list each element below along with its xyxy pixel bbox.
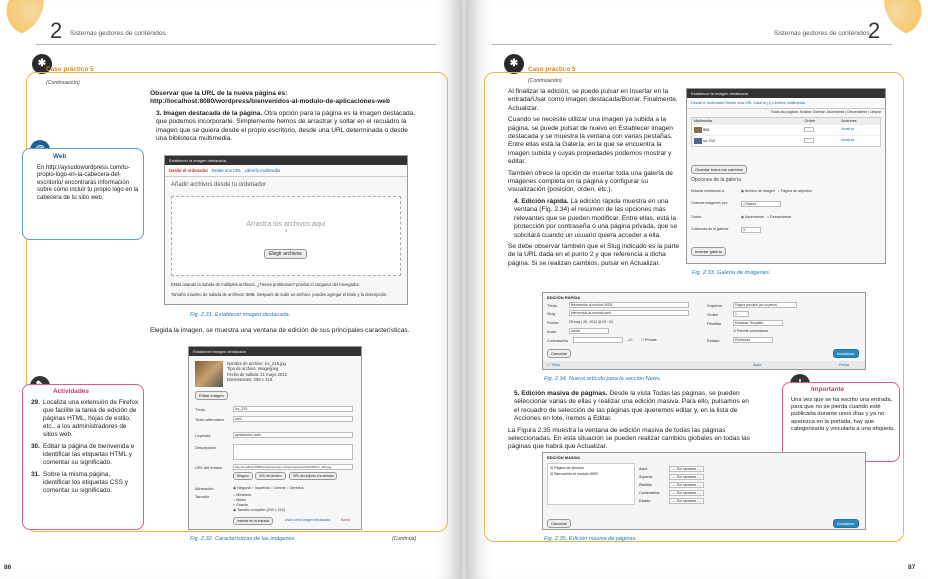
- important-sidebox: [782, 382, 900, 462]
- qe-date-label: Fecha: [547, 320, 559, 325]
- figure-2-31-caption: Fig. 2.31. Establecer imagen destacada.: [190, 312, 291, 318]
- web-title: Web: [53, 153, 67, 160]
- insert-gallery-button[interactable]: Insertar galería: [691, 247, 726, 256]
- qe-password-input[interactable]: [573, 337, 623, 343]
- activity-number: 29.: [31, 399, 40, 406]
- qe-order-label: Orden: [707, 312, 719, 317]
- qe-date-input[interactable]: 05-may | 26 , 2012 @ 09 : 03: [569, 320, 613, 324]
- activity-item: [31, 399, 139, 439]
- media-table: [691, 117, 881, 147]
- activity-item: [31, 471, 139, 495]
- bulk-update-button[interactable]: Actualizar: [833, 519, 859, 528]
- order-options[interactable]: ◉ Ascendente ○ Descendente: [741, 215, 792, 219]
- figure-2-33-screenshot: [686, 88, 886, 264]
- right-page: [466, 0, 928, 579]
- col-media: Multimedia: [694, 119, 713, 123]
- bulk-field-select[interactable]: — Sin cambios —: [669, 482, 704, 488]
- qe-order-input[interactable]: 1: [733, 311, 749, 317]
- header-rule: [492, 44, 892, 45]
- columns-label: Columnas de la galería:: [691, 227, 729, 231]
- qe-slug-label: Slug: [547, 311, 556, 316]
- title-input[interactable]: icc_215: [233, 406, 353, 412]
- important-text: Una vez que se ha escrito una entrada, para que no se pierda cuando esté publicada durante unos días y ya no aparezca en la portada, hay que categorizarla y vincularla a una etiqueta.: [791, 397, 895, 432]
- activity-item: [31, 443, 139, 467]
- insert-into-post-button[interactable]: Insertar en la entrada: [233, 517, 273, 525]
- bulk-fields: [639, 465, 759, 505]
- bulk-field-label: Comentarios: [639, 491, 660, 495]
- web-text: En http://aysudowordpress.com/tu-propio-logo-en-la-cabecera-del-escritorio/ encontrarás información sobre cómo incluir tu propio logo en la cabecera de tu sitio web.: [37, 165, 139, 201]
- description-label: Descripción: [195, 445, 216, 450]
- align-options[interactable]: ◉ Ninguna ○ Izquierda ○ Centrar ○ Derecha: [233, 486, 304, 490]
- qe-template-select[interactable]: Estándar Template: [733, 320, 783, 326]
- drop-or: o: [284, 228, 288, 234]
- order-by-select[interactable]: ¿Galería: [741, 201, 781, 207]
- item4-title: Edición rápida.: [521, 197, 569, 205]
- list-item[interactable]: ☒ Bienvenido al módulo WEB: [550, 472, 598, 476]
- right-column-text: [508, 88, 680, 271]
- qe-password-label: Contraseña: [547, 338, 568, 343]
- item3-title: Imagen destacada de la página.: [163, 109, 263, 117]
- upload-date: Fecha de subida: 21 mayo 2012: [227, 371, 287, 377]
- col-actions: Acciones: [841, 119, 857, 123]
- dialog-title: Establecer imagen destacada: [189, 347, 361, 356]
- tab-url[interactable]: Desde una URL: [211, 168, 242, 173]
- multiupload-note: Estás usando la subida de múltiples archivos. ¿Tienes problemas? prueba el cargador del navegador.: [171, 282, 360, 287]
- qe-allow-comments[interactable]: ☑ Permitir comentarios: [733, 329, 769, 333]
- delete-link[interactable]: Borrar: [341, 518, 351, 522]
- order-label: Orden:: [691, 215, 702, 219]
- figure-2-34-caption: Fig. 2.34. Nueva artículo para la sección News.: [544, 376, 662, 382]
- item5-title: Edición masiva de páginas.: [521, 390, 608, 397]
- col-order: Orden: [804, 119, 815, 123]
- qe-author-select[interactable]: admin: [569, 328, 609, 334]
- bulk-field-select[interactable]: — Sin cambios —: [669, 498, 704, 504]
- bulk-field-label: Autor: [639, 467, 648, 471]
- drop-text: Arrastra los archivos aquí: [246, 221, 326, 228]
- alt-label: Texto alternativo: [195, 417, 225, 422]
- item3-number: 3.: [156, 109, 162, 117]
- bulk-field-select[interactable]: — Sin cambios —: [669, 490, 704, 496]
- file-type: Tipo de archivo: image/jpeg: [227, 366, 279, 372]
- chapter-number: 2: [868, 18, 881, 43]
- bulk-field-label: Superior: [639, 475, 653, 479]
- quick-edit-title: EDICIÓN RÁPIDA: [547, 295, 581, 300]
- dialog-title: Establecer la imagen destacada: [687, 89, 885, 98]
- description-input[interactable]: [233, 444, 353, 460]
- decorative-swirl: [0, 0, 44, 36]
- title-label: Título: [195, 407, 206, 412]
- image-thumbnail: [195, 361, 223, 387]
- url-input[interactable]: http://localhost:8080/wordpress/wp-content/uploads/2012/05/icc_215.jpg: [233, 464, 353, 470]
- para-5: La Figura 2.35 muestra la ventana de edición masiva de todas las páginas seleccionadas. En esta situación se pueden realizar cambios globales en todas las páginas que habrá que Actualizar.: [508, 426, 750, 451]
- case-continuation: (Continuación): [528, 78, 562, 84]
- case-study-icon: ✱: [32, 54, 52, 74]
- size-label: Tamaño: [195, 494, 210, 499]
- figure-2-33-caption: Fig. 2.33. Galería de imágenes.: [692, 270, 771, 276]
- qe-template-label: Plantilla: [707, 321, 722, 326]
- file-info: [227, 361, 287, 383]
- bulk-field-label: Plantilla: [639, 483, 652, 487]
- figure-2-32-screenshot: [188, 346, 362, 530]
- chapter-title: Sistemas gestores de contenidos: [774, 30, 870, 37]
- activity-number: 30.: [31, 443, 40, 450]
- page-number: 87: [908, 564, 916, 571]
- activities-sidebox: [22, 384, 144, 530]
- upload-tabs: [165, 165, 407, 177]
- list-item[interactable]: ☒ Página de ejemplo: [550, 466, 585, 470]
- qe-private-checkbox[interactable]: ☐ Privada: [641, 338, 657, 342]
- tab-computer[interactable]: Desde el ordenador: [169, 168, 209, 173]
- chapter-number: 2: [50, 18, 63, 43]
- web-sidebox: [22, 148, 144, 240]
- qe-title-label: Título: [547, 303, 558, 308]
- size-options[interactable]: ○ Miniatura ○ Medio ○ Grande ◉ Tamaño completo (209 × 215): [233, 493, 285, 512]
- file-name: Nombre de archivo: icc_215.jpg: [227, 361, 286, 366]
- qe-footer: ☐ Título Autor Fecha: [543, 361, 866, 370]
- columns-select[interactable]: 3: [741, 227, 761, 233]
- upload-heading: Añadir archivos desde tu ordenador: [171, 182, 267, 188]
- bulk-field-row: [639, 489, 759, 497]
- page-number: 86: [4, 564, 12, 571]
- qe-parent-label: Superior: [707, 303, 723, 308]
- figure-2-31-screenshot: [164, 155, 408, 305]
- header-rule: [36, 44, 436, 45]
- qe-slug-input[interactable]: bienvenido-al-modulo-web: [569, 310, 689, 316]
- dimensions: Dimensiones: 209 × 215: [227, 377, 273, 383]
- case-study-icon: ✱: [504, 54, 524, 74]
- activity-number: 31.: [31, 471, 40, 478]
- qe-update-button[interactable]: Actualizar: [833, 349, 859, 358]
- chapter-title: Sistemas gestores de contenidos: [70, 30, 166, 37]
- order-by-label: Ordenar imágenes por:: [691, 201, 728, 205]
- qe-author-label: Autor: [547, 329, 557, 334]
- activities-title: Actividades: [53, 388, 89, 395]
- gallery-settings-title: Opciones de la galería: [691, 177, 742, 183]
- activity-text: Editar la página de bienvenida e identificar las etiquetas HTML y comentar su significado.: [43, 443, 135, 466]
- item5-block: [508, 390, 754, 455]
- bulk-field-select[interactable]: — Sin cambios —: [669, 474, 704, 480]
- url-label: URL del enlace: [195, 465, 223, 470]
- dialog-title: Establecer la imagen destacada: [165, 156, 407, 165]
- url-none-button[interactable]: Ninguno: [233, 472, 253, 480]
- save-all-button[interactable]: Guardar todos los cambios: [691, 165, 747, 174]
- link-label: Enlazar miniaturas a:: [691, 189, 725, 193]
- case-continuation: (Continuación): [46, 80, 80, 86]
- use-featured-link[interactable]: Usar como imagen destacada: [285, 518, 331, 522]
- qe-or: –O–: [627, 338, 634, 342]
- drop-zone[interactable]: [171, 196, 401, 276]
- para-3: También ofrece la opción de insertar toda una galería de imágenes completa en la página y configurar su visualización (posición, orden, etc.).: [508, 169, 673, 194]
- item4-number: 4.: [514, 197, 520, 205]
- qe-cancel-button[interactable]: Cancelar: [547, 349, 571, 358]
- edit-image-button[interactable]: Editar imagen: [195, 391, 228, 400]
- bulk-field-row: [639, 481, 759, 489]
- bulk-edit-title: EDICIÓN MASIVA: [547, 455, 581, 460]
- activity-text: Localiza una extensión de Firefox que facilite la tarea de edición de páginas HTML, hojas de estilo, etc., a los administradores de sitios web.: [43, 399, 139, 438]
- item3-text: Otra opción para la página es la imagen destacada, que podemos incorporarle. Simplemente hemos de arrastrar y soltar en el recuadro la imagen que se quiera desde el propio escritorio, desde una URL determinada o desde una biblioteca multimedia.: [156, 109, 416, 143]
- item5-number: 5.: [514, 390, 520, 397]
- activity-text: Sobre la misma página, identificar los etiquetas CSS y comentar su significado.: [43, 471, 128, 494]
- qe-status-select[interactable]: Publicada: [733, 337, 773, 343]
- figure-2-34-screenshot: [542, 292, 866, 370]
- case-intro: [150, 90, 418, 146]
- activities-list: [31, 399, 139, 499]
- figure-2-35-caption: Fig. 2.35. Edición masiva de páginas.: [544, 536, 637, 542]
- continues-label: (Continúa): [392, 536, 417, 542]
- item5-text: Desde la vista Todas las páginas, se pueden seleccionar varias de ellas y realizar una edición masiva. Para ello, pulsamos en el recuadro de selección de las páginas que queremos editar y, en la lista de Acciones en lote, iremos a Editar.: [514, 390, 749, 423]
- tab-library[interactable]: Librería multimedia: [244, 168, 281, 173]
- important-title: Importante: [811, 386, 845, 393]
- url-post-button[interactable]: URL del adjunto a la entrada: [289, 472, 337, 480]
- bulk-field-row: [639, 465, 759, 473]
- case-label: Caso práctico 5: [46, 66, 94, 73]
- para-4: Se debe observar también que el Slug indicado es la parte de la URL dada en el punto 2 y que referencia a dicha página. Si se realizan cambios, pulsar en Actualizar.: [508, 242, 680, 267]
- gallery-tabs[interactable]: Desde el ordenador Desde una URL Galería (1) Librería multimedia: [687, 98, 885, 109]
- sort-bar[interactable]: Todas las páginas: Mostrar Ordenar: Ascendente | Descendente | Limpiar: [770, 110, 881, 114]
- max-size-note: Tamaño máximo de subida de archivos: 8MB. Después de subir un archivo, puedes agregar el título y la descripción.: [171, 292, 388, 297]
- figure-2-32-caption: Fig. 2.32. Características de las imágenes.: [190, 536, 297, 542]
- left-page: [0, 0, 462, 579]
- bulk-field-row: [639, 473, 759, 481]
- bulk-cancel-button[interactable]: Cancelar: [547, 519, 571, 528]
- item4-text: La edición rápida muestra en una ventana (Fig. 2.34) el resumen de las opciones más relevantes que se pueden modificar. Entre ellas, está la protección por contraseña o una página privada, que se solicitará cuando un usuario quiera acceder a ella.: [514, 197, 678, 239]
- caption-label: Leyenda: [195, 433, 211, 438]
- choose-files-button[interactable]: Elegir archivos: [264, 249, 307, 259]
- table-row[interactable]: 808 Mostrar: [692, 124, 880, 135]
- url-file-button[interactable]: URL del archivo: [255, 472, 286, 480]
- qe-title-input[interactable]: Bienvenido al módulo WEB: [569, 302, 689, 308]
- figure-2-35-screenshot: [542, 452, 866, 530]
- case-label: Caso práctico 5: [528, 66, 576, 73]
- para-2: Elegida la imagen, se muestra una ventana de edición de sus principales características.: [150, 327, 410, 334]
- bulk-field-select[interactable]: — Sin cambios —: [669, 466, 704, 472]
- caption-input[interactable]: apliaciones web: [233, 432, 353, 438]
- para-2: Cuando se necesite utilizar una imagen ya subida a la página, se puede pulsar de nuevo en Establecer imagen destacada y se muestra la ventana con varias pestañas. Entre ellas está la Galería, en la que se encuentra la imagen subida y cuyas propiedades podemos mostrar y editar.: [508, 116, 673, 166]
- align-label: Alineación: [195, 486, 214, 491]
- alt-input[interactable]: web: [233, 416, 353, 422]
- para-1: Al finalizar la edición, se puede pulsar en Insertar en la entrada/Usar como imagen destacada/Borrar. Finalmente, Actualizar.: [508, 88, 678, 112]
- table-row[interactable]: icc 215 Mostrar: [692, 135, 880, 146]
- link-options[interactable]: ◉ Archivo de imagen ○ Página de adjuntos: [741, 189, 812, 193]
- decorative-swirl: [884, 0, 928, 36]
- qe-status-label: Estado: [707, 338, 720, 343]
- bulk-field-label: Estado: [639, 499, 651, 503]
- bulk-page-list: [547, 463, 635, 505]
- bulk-field-row: [639, 497, 759, 505]
- intro-text: Observar que la URL de la nueva página es: http://localhost:8080/wordpress/bienvenidos-al-modulo-de-aplicaciones-web: [150, 90, 390, 106]
- qe-parent-select[interactable]: Página principal (sin superior): [733, 302, 797, 308]
